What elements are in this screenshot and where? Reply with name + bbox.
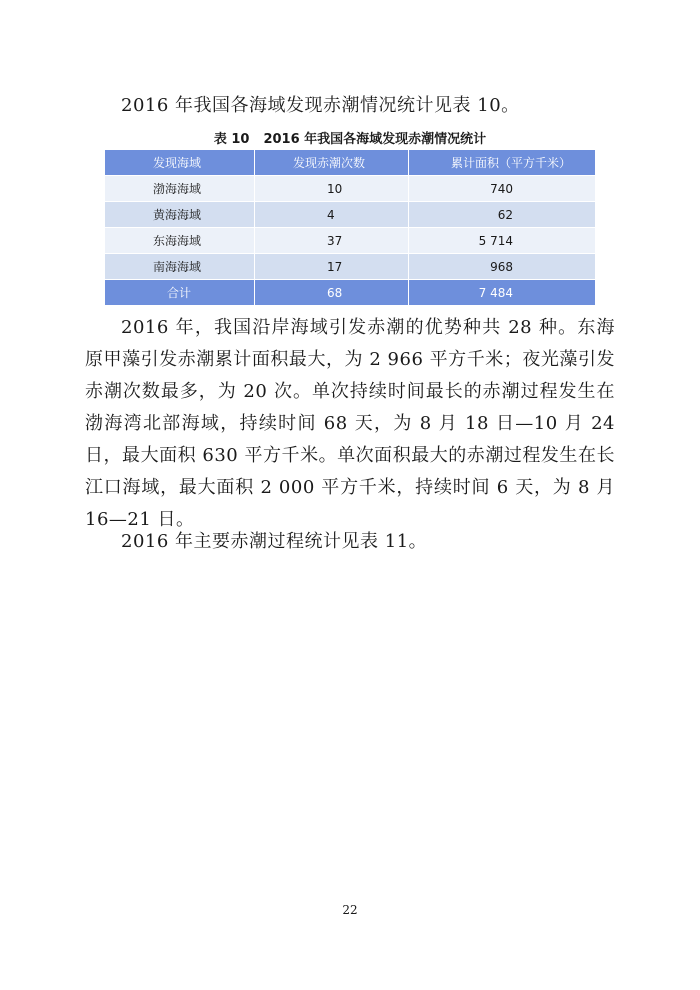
total-area: 7 484 [409,280,596,306]
cell-area: 740 [409,176,596,202]
header-area: 累计面积（平方千米） [409,150,596,176]
table-row [105,228,596,254]
cell-region: 南海海域 [105,254,255,280]
red-tide-stats-table [104,149,596,306]
cell-count: 10 [255,176,409,202]
cell-region: 渤海海域 [105,176,255,202]
table-caption-title: 2016 年我国各海域发现赤潮情况统计 [263,132,487,147]
table-caption-number: 表 10 [213,132,250,147]
table-row [105,202,596,228]
total-count: 68 [255,280,409,306]
table11-reference-paragraph: 2016 年主要赤潮过程统计见表 11。 [121,531,428,552]
cell-area: 5 714 [409,228,596,254]
cell-area: 968 [409,254,596,280]
table-row [105,254,596,280]
table-total-row [105,280,596,306]
page-number: 22 [342,903,358,917]
intro-paragraph: 2016 年我国各海域发现赤潮情况统计见表 10。 [121,95,520,116]
header-count: 发现赤潮次数 [255,150,409,176]
table-row [105,176,596,202]
total-label: 合计 [105,280,255,306]
cell-count: 37 [255,228,409,254]
cell-count: 17 [255,254,409,280]
cell-region: 黄海海域 [105,202,255,228]
header-region: 发现海域 [105,150,255,176]
cell-area: 62 [409,202,596,228]
analysis-paragraph: 2016 年，我国沿岸海域引发赤潮的优势种共 28 种。东海原甲藻引发赤潮累计面积最大，为 2 966 平方千米；夜光藻引发赤潮次数最多，为 20 次。单次持续时间最长的赤潮过程发生在渤海湾北部海域，持续时间 68 天，为 8 月 18 日—10 月 24 日，最大面积 630 平方千米。单次面积最大的赤潮过程发生在长江口海域，最大面积 2 000 平方千米，持续时间 6 天，为 8 月 16—21 日。 [85,317,615,530]
table-caption [0,128,700,147]
cell-count: 4 [255,202,409,228]
cell-region: 东海海域 [105,228,255,254]
table-header-row [105,150,596,176]
